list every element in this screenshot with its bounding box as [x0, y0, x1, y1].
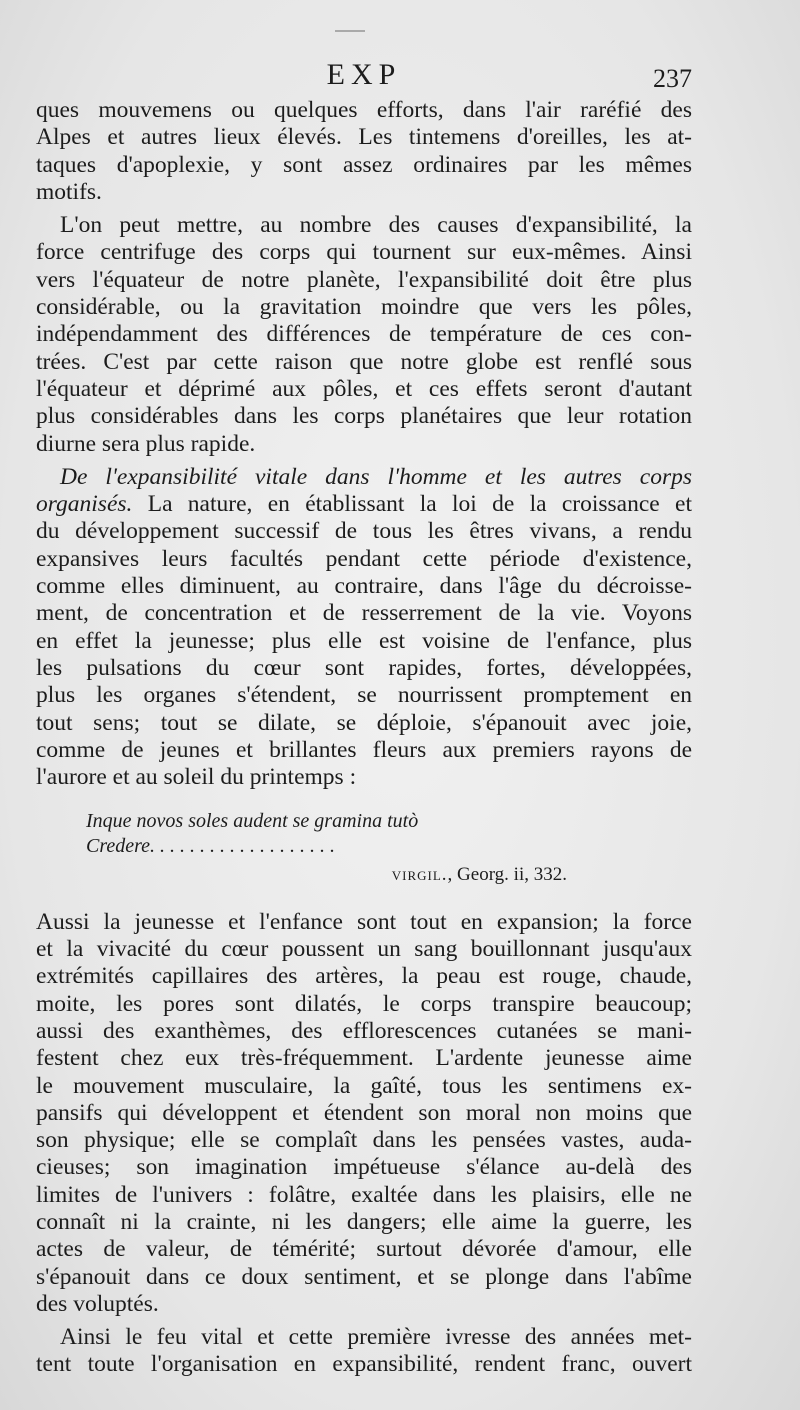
text-line: plus les organes s'étendent, se nourrissent promptement en [36, 682, 692, 709]
text-line: Alpes et autres lieux élevés. Les tintemens d'oreilles, les at- [36, 124, 692, 151]
page-header [36, 58, 692, 98]
text-line: vers l'équateur de notre planète, l'expansibilité doit être plus [36, 266, 692, 293]
text-line: et la vivacité du cœur poussent un sang bouillonnant jusqu'aux [36, 936, 692, 963]
verse-quotation [86, 809, 692, 859]
section-heading-end: organisés. [36, 491, 133, 518]
text-line: l'aurore et au soleil du printemps : [36, 764, 357, 791]
section-heading: De l'expansibilité vitale dans l'homme et les autres corps [60, 463, 692, 490]
text-line: plus considérables dans les corps planétaires que leur rotation [36, 403, 692, 430]
verse-line: Credere. . . . . . . . . . . . . . . . . . . [86, 835, 336, 858]
text-line: extrémités capillaires des artères, la peau est rouge, chaude, [36, 963, 692, 990]
text-line: Aussi la jeunesse et l'enfance sont tout en expansion; la force [36, 908, 692, 935]
quotation-source [36, 861, 692, 888]
text-line [36, 491, 692, 518]
text-line: ment, de concentration et de resserrement de la vie. Voyons [36, 600, 692, 627]
text-line: cieuses; son imagination impétueuse s'élance au-delà des [36, 1154, 692, 1181]
text-line: l'équateur et déprimé aux pôles, et ces effets seront d'autant [36, 375, 692, 402]
text-line: tent toute l'organisation en expansibilité, rendent franc, ouvert [36, 1351, 692, 1378]
text-line: indépendamment des différences de température de ces con- [36, 321, 692, 348]
text-line: du développement successif de tous les êtres vivans, a rendu [36, 518, 692, 545]
page-number: 237 [653, 64, 692, 93]
text-line: en effet la jeunesse; plus elle est voisine de l'enfance, plus [36, 627, 692, 654]
text-line: les pulsations du cœur sont rapides, fortes, développées, [36, 654, 692, 681]
text-line: connaît ni la crainte, ni les dangers; elle aime la guerre, les [36, 1208, 692, 1235]
text-line: son physique; elle se complaît dans les pensées vastes, auda- [36, 1127, 692, 1154]
text-line: pansifs qui développent et étendent son moral non moins que [36, 1099, 692, 1126]
text-line: actes de valeur, de témérité; surtout dévorée d'amour, elle [36, 1236, 692, 1263]
text-line: s'épanouit dans ce doux sentiment, et se plonge dans l'abîme [36, 1263, 692, 1290]
text-line: expansives leurs facultés pendant cette période d'existence, [36, 545, 692, 572]
top-ornament-rule [335, 30, 365, 32]
text-line: motifs. [36, 178, 102, 205]
text-line: limites de l'univers : folâtre, exaltée dans les plaisirs, elle ne [36, 1181, 692, 1208]
text-line: comme elles diminuent, au contraire, dans l'âge du décroisse- [36, 573, 692, 600]
text-line: Ainsi le feu vital et cette première ivresse des années met- [60, 1324, 692, 1351]
quotation-author: virgil. [391, 864, 448, 886]
text-line: L'on peut mettre, au nombre des causes d'expansibilité, la [60, 212, 692, 239]
text-line: taques d'apoplexie, y sont assez ordinaires par les mêmes [36, 151, 692, 178]
running-head: EXP [326, 58, 402, 91]
quotation-reference: , Georg. ii, 332. [447, 864, 567, 886]
page-body [36, 97, 692, 1379]
text-line: le mouvement musculaire, la gaîté, tous les sentimens ex- [36, 1072, 692, 1099]
text-line: aussi des exanthèmes, des efflorescences cutanées se mani- [36, 1017, 692, 1044]
text-line: force centrifuge des corps qui tournent sur eux-mêmes. Ainsi [36, 239, 692, 266]
text-line: moite, les pores sont dilatés, le corps transpire beaucoup; [36, 990, 692, 1017]
text-span: La nature, en établissant la loi de la croissance et [132, 491, 692, 518]
text-line: trées. C'est par cette raison que notre globe est renflé sous [36, 348, 692, 375]
text-line: considérable, ou la gravitation moindre que vers les pôles, [36, 294, 692, 321]
text-line: diurne sera plus rapide. [36, 430, 256, 457]
text-line: des voluptés. [36, 1290, 159, 1317]
text-line: comme de jeunes et brillantes fleurs aux premiers rayons de [36, 736, 692, 763]
text-line: tout sens; tout se dilate, se déploie, s'épanouit avec joie, [36, 709, 692, 736]
text-line: festent chez eux très-fréquemment. L'ardente jeunesse aime [36, 1045, 692, 1072]
text-line: ques mouvemens ou quelques efforts, dans l'air raréfié des [36, 97, 692, 123]
verse-line: Inque novos soles audent se gramina tutò [86, 810, 419, 833]
